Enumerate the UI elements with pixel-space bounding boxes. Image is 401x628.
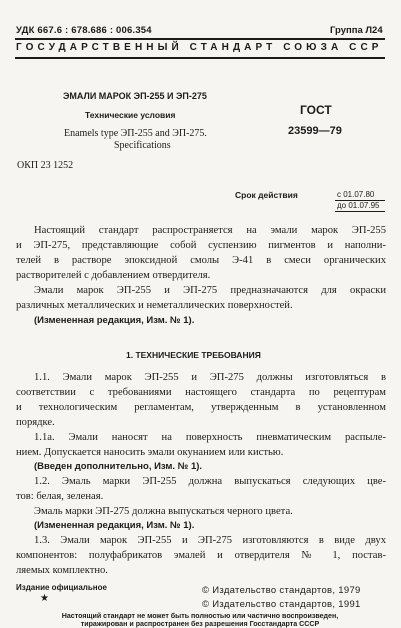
document-title-ru: ЭМАЛИ МАРОК ЭП-255 И ЭП-275	[63, 91, 207, 101]
validity-from: с 01.07.80	[337, 190, 375, 199]
text-line: соответствии с требованиями настоящего стандарта по рецептурам	[16, 387, 386, 398]
standard-title: ГОСУДАРСТВЕННЫЙ СТАНДАРТ СОЮЗА ССР	[16, 42, 383, 53]
text-line: Настоящий стандарт распространяется на эмали марок ЭП-255	[34, 225, 386, 236]
reproduction-notice-line-1: Настоящий стандарт не может быть полностью или частично воспроизведен,	[61, 612, 339, 620]
gost-label: ГОСТ	[300, 103, 332, 117]
text-line: Эмали марок ЭП-255 и ЭП-275 предназначаются для окраски	[34, 285, 386, 296]
text-line: порядке.	[16, 417, 55, 428]
text-line: 1.2. Эмаль марки ЭП-255 должна выпускаться следующих цве-	[34, 476, 386, 487]
text-line: нием. Допускается наносить эмали окунанием или кистью.	[16, 447, 284, 458]
reproduction-notice-line-2: тиражирован и распространен без разрешения Госстандарта СССР	[80, 620, 320, 628]
document-title-en-line1: Enamels type ЭП-255 and ЭП-275.	[64, 128, 207, 139]
gost-number: 23599—79	[288, 125, 342, 137]
text-line: и ЭП-275, представляющие собой суспензию пигментов и наполни-	[16, 240, 386, 251]
text-line: растворителей с добавлением отвердителя.	[16, 270, 211, 281]
text-line: компонентов: полуфабрикатов эмалей и отвердителя № 1, постав-	[16, 550, 386, 561]
copyright-1991: © Издательство стандартов, 1991	[202, 599, 361, 610]
document-title-en-line2: Specifications	[114, 140, 171, 151]
amendment-note-intro: (Измененная редакция, Изм. № 1).	[34, 315, 195, 326]
text-line: и технологическим регламентам, утвержденным в установленном	[16, 402, 386, 413]
official-edition-label: Издание официальное	[16, 583, 107, 592]
validity-label: Срок действия	[235, 190, 298, 200]
copyright-1979: © Издательство стандартов, 1979	[202, 585, 361, 596]
text-line: 1.3. Эмали марок ЭП-255 и ЭП-275 изготовляются в виде двух	[34, 535, 386, 546]
udk-code: УДК 667.6 : 678.686 : 006.354	[16, 25, 152, 36]
group-code: Группа Л24	[330, 25, 383, 36]
text-line: 1.1а. Эмали наносят на поверхность пневматическим распыле-	[34, 432, 386, 443]
document-subtitle-ru: Технические условия	[85, 110, 176, 120]
text-line: 1.1. Эмали марок ЭП-255 и ЭП-275 должны изготовляться в	[34, 372, 386, 383]
text-line: телей в растворе эпоксидной смолы Э-41 в смеси органических	[16, 255, 386, 266]
text-line: ляемых комплектно.	[16, 565, 108, 576]
text-line: различных металлических и неметаллических поверхностей.	[16, 300, 293, 311]
star-icon: ★	[40, 593, 49, 604]
okp-code: ОКП 23 1252	[17, 160, 74, 171]
section-1-heading: 1. ТЕХНИЧЕСКИЕ ТРЕБОВАНИЯ	[126, 350, 261, 360]
amendment-note-added: (Введен дополнительно, Изм. № 1).	[34, 461, 203, 472]
text-line: тов: белая, зеленая.	[16, 491, 104, 502]
validity-to: до 01.07.95	[337, 201, 380, 210]
text-line: Эмаль марки ЭП-275 должна выпускаться черного цвета.	[34, 506, 293, 517]
amendment-note-changed: (Измененная редакция, Изм. № 1).	[34, 520, 195, 531]
